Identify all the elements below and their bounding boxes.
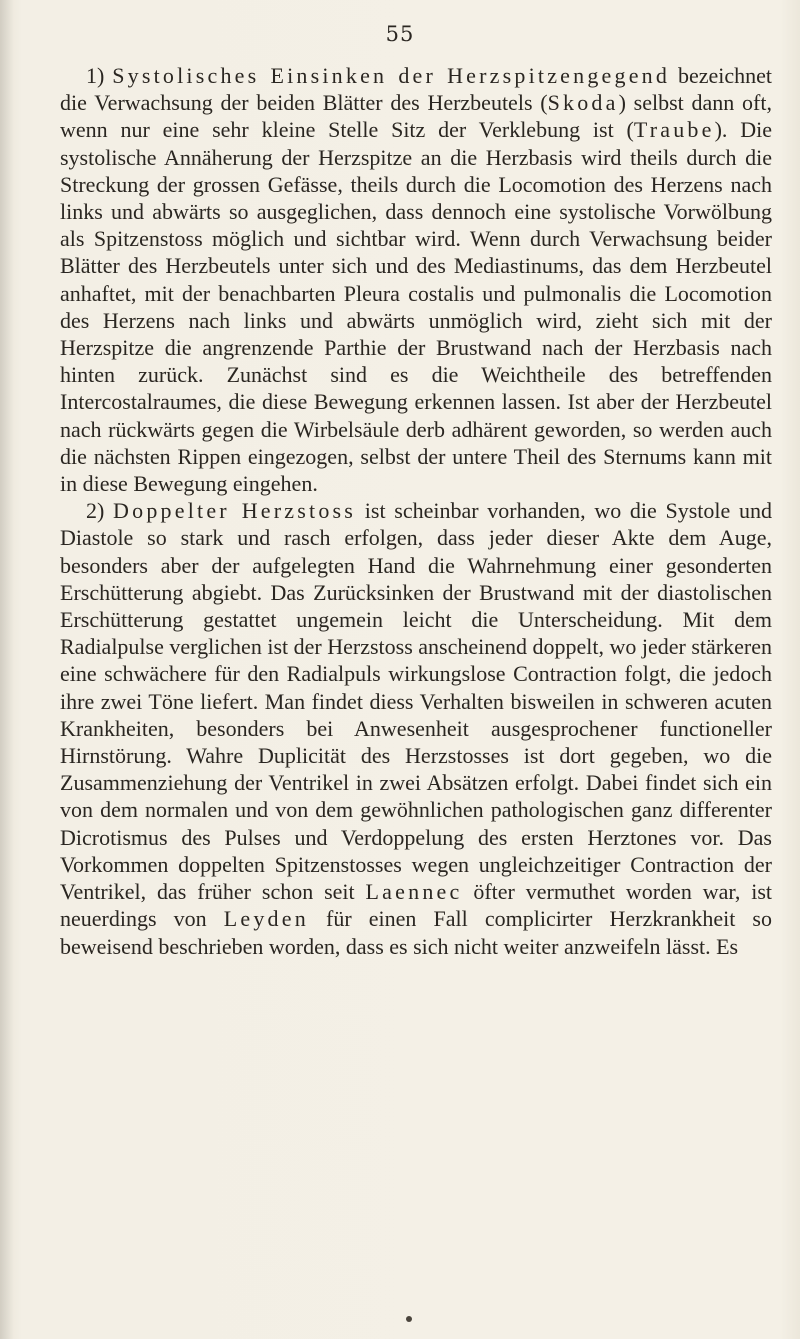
paragraph-2-text-b: öfter vermuthet worden war, ist neuerdings von <box>60 879 772 932</box>
paragraph-1-text-b: ) selbst dann oft, wenn nur eine sehr kleine Stelle Sitz der Verklebung ist ( <box>60 90 772 143</box>
ink-dot <box>406 1316 412 1322</box>
author-laennec: Laennec <box>365 879 463 905</box>
paragraph-2-text-c: für einen Fall complicirter Herzkrankheit so beweisend beschrieben worden, dass es sich nicht weiter anzweifeln lässt. Es <box>60 906 772 959</box>
paragraph-2-term: Doppelter Herzstoss <box>113 498 357 524</box>
paragraph-2 <box>60 497 772 959</box>
paragraph-1-number: 1) <box>86 63 105 88</box>
paragraph-2-text-a: ist scheinbar vorhanden, wo die Systole und Diastole so stark und rasch erfolgen, dass jeder dieser Akte dem Auge, besonders aber der aufgelegten Hand die Wahrnehmung einer gesonderten Erschütterung abgiebt. Das Zurücksinken der Brustwand mit der diastolischen Erschütterung gestattet ungemein leicht die Unterscheidung. Mit dem Radialpulse verglichen ist der Herzstoss anscheinend doppelt, wo jeder stärkeren eine schwächere für den Radialpuls wirkungslose Contraction folgt, die jedoch ihre zwei Töne liefert. Man findet diess Verhalten bisweilen in schweren acuten Krankheiten, besonders bei Anwesenheit ausgesprochener functioneller Hirnstörung. Wahre Duplicität des Herzstosses ist dort gegeben, wo die Zusammenziehung der Ventrikel in zwei Absätzen erfolgt. Dabei findet sich ein von dem normalen und von dem gewöhnlichen pathologischen ganz differenter Dicrotismus des Pulses und Verdoppelung des ersten Herztones vor. Das Vorkommen doppelten Spitzenstosses wegen ungleichzeitiger Contraction der Ventrikel, das früher schon seit <box>60 498 773 905</box>
paragraph-1 <box>60 62 772 497</box>
paragraph-1-text-a: bezeichnet die Verwachsung der beiden Blätter des Herzbeutels ( <box>60 63 773 116</box>
page-number: 55 <box>385 22 415 46</box>
body-text <box>60 62 772 960</box>
author-traube: Traube <box>633 117 715 143</box>
paragraph-1-text-c: ). Die systolische Annäherung der Herzspitze an die Herzbasis wird theils durch die Streckung der grossen Gefässe, theils durch die Locomotion des Herzens nach links und abwärts so ausgeglichen, dass dennoch eine systolische Vorwölbung als Spitzenstoss möglich und sichtbar wird. Wenn durch Verwachsung beider Blätter des Herzbeutels unter sich und des Mediastinums, das dem Herzbeutel anhaftet, mit der benachbarten Pleura costalis und pulmonalis die Locomotion des Herzens nach links und abwärts unmöglich wird, zieht sich mit der Herzspitze die angrenzende Parthie der Brustwand nach der Herzbasis nach hinten zurück. Zunächst sind es die Weichtheile des betreffenden Intercostalraumes, die diese Bewegung erkennen lassen. Ist aber der Herzbeutel nach rückwärts gegen die Wirbelsäule derb adhärent geworden, so werden auch die nächsten Rippen eingezogen, selbst der untere Theil des Sternums kann mit in diese Bewegung eingehen. <box>60 117 772 497</box>
author-leyden: Leyden <box>223 906 309 932</box>
binding-shadow <box>0 0 14 1339</box>
paragraph-1-term: Systolisches Einsinken der Herzspitzengegend <box>112 63 671 88</box>
author-skoda: Skoda <box>547 90 619 116</box>
paragraph-2-number: 2) <box>86 498 105 524</box>
